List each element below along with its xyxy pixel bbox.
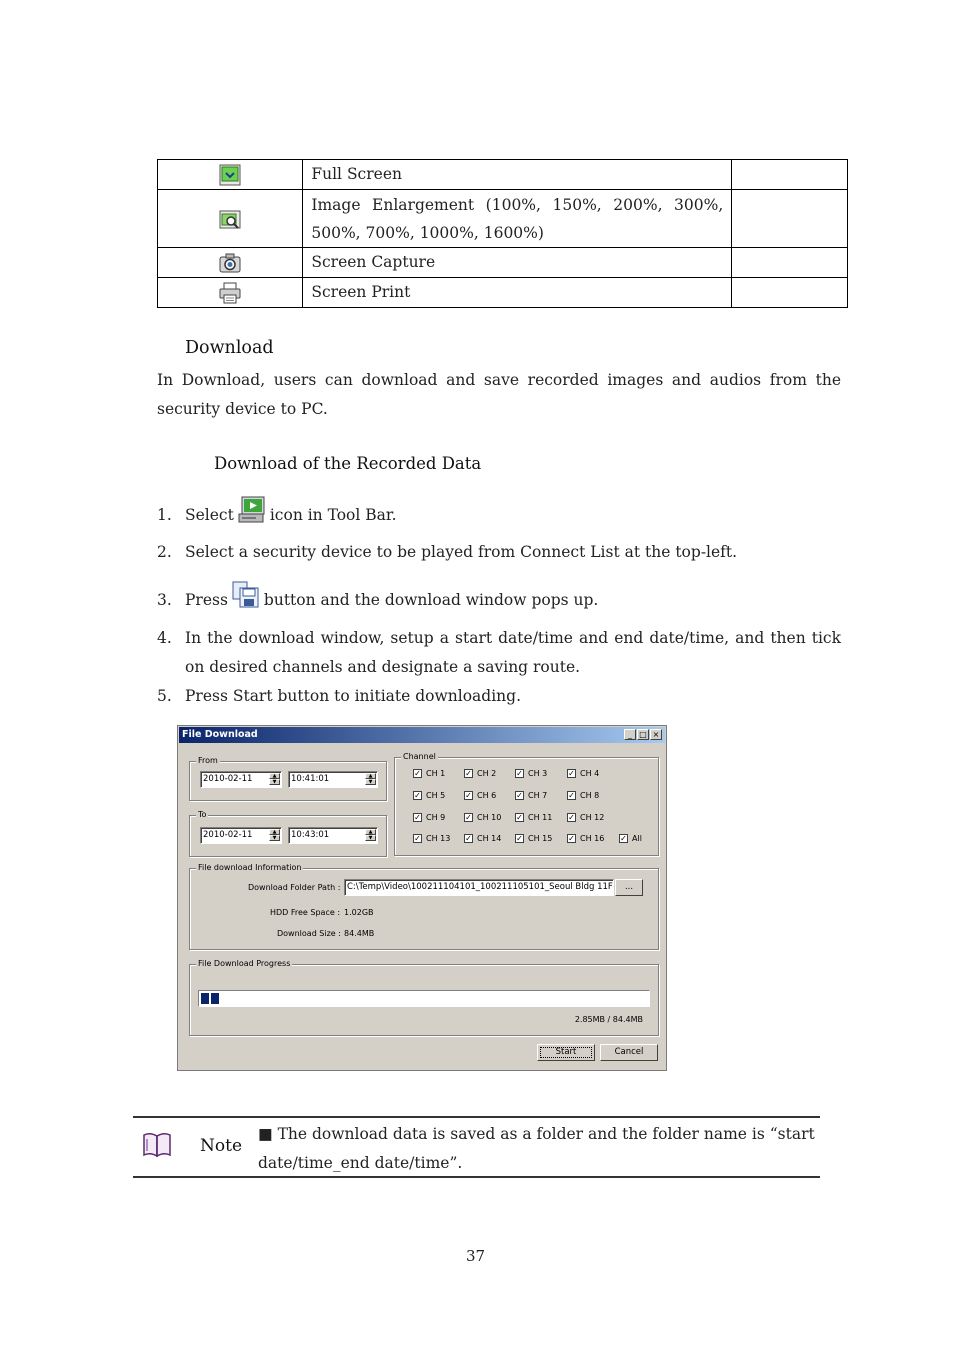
channel-checkbox[interactable]: ✓ CH 16 <box>568 834 605 843</box>
table-row <box>158 190 848 248</box>
divider <box>133 1116 820 1118</box>
dialog-titlebar <box>179 727 665 743</box>
camera-icon <box>219 252 241 274</box>
channel-group: Channel ✓ CH 1 ✓ CH 2 ✓ CH 3 ✓ CH 4 ✓ CH 5 ✓ CH 6 ✓ CH 7 ✓ CH 8 ✓ CH 9 ✓ CH 10 ✓ CH 11 ✓ CH 12 ✓ CH 13 ✓ CH 14 ✓ CH 15 ✓ CH 16 ✓ All <box>394 757 659 856</box>
table-cell: Image Enlargement (100%, 150%, 200%, 300%, 500%, 700%, 1000%, 1600%) <box>303 190 732 248</box>
channel-checkbox[interactable]: ✓ CH 12 <box>568 813 605 822</box>
spin-icon[interactable]: ▲ ▼ <box>365 773 376 786</box>
channel-checkbox[interactable]: ✓ CH 10 <box>465 813 502 822</box>
browse-button[interactable]: ... <box>615 879 643 896</box>
progress-group: File Download Progress 2.85MB / 84.4MB <box>189 964 659 1036</box>
channel-checkbox[interactable]: ✓ CH 2 <box>465 769 497 778</box>
file-download-dialog <box>177 725 667 1071</box>
from-group: From 2010-02-11 ▲ ▼ 10:41:01 ▲ ▼ <box>189 761 387 801</box>
table-row <box>158 160 848 190</box>
list-item: 5. Press Start button to initiate downloading. <box>157 687 521 705</box>
download-size-value: 84.4MB <box>344 929 375 938</box>
section-title: Download <box>185 338 274 358</box>
channel-checkbox[interactable]: ✓ CH 7 <box>516 791 548 800</box>
channel-checkbox[interactable]: ✓ CH 3 <box>516 769 548 778</box>
list-item: 4. In the download window, setup a start date/time and end date/time, and then tick on desired channels and designate a saving route. <box>157 629 841 676</box>
spin-icon[interactable]: ▲ ▼ <box>365 829 376 842</box>
toolbar-icons-table <box>157 159 848 308</box>
folder-path-label: Download Folder Path : <box>248 883 341 892</box>
download-toolbar-icon <box>238 496 266 524</box>
from-date-field[interactable]: 2010-02-11 ▲ ▼ <box>200 771 282 788</box>
to-time-field[interactable]: 10:43:01 ▲ ▼ <box>288 827 378 844</box>
dialog-title: File Download <box>182 729 258 740</box>
channel-checkbox[interactable]: ✓ CH 8 <box>568 791 600 800</box>
progress-bar <box>198 990 650 1007</box>
channel-checkbox[interactable]: ✓ CH 5 <box>414 791 446 800</box>
channel-checkbox[interactable]: ✓ CH 15 <box>516 834 553 843</box>
channel-checkbox[interactable]: ✓ CH 6 <box>465 791 497 800</box>
divider <box>133 1176 820 1178</box>
list-item: 3. Press button and the download window pops up. <box>157 586 841 616</box>
cancel-button[interactable]: Cancel <box>600 1044 658 1061</box>
start-button[interactable]: Start <box>537 1044 595 1061</box>
download-button-icon <box>232 581 260 609</box>
channel-checkbox[interactable]: ✓ CH 11 <box>516 813 553 822</box>
folder-path-field[interactable]: C:\Temp\Video\100211104101_100211105101_Seoul Bldg 11F <box>344 879 614 896</box>
channel-checkbox[interactable]: ✓ CH 1 <box>414 769 446 778</box>
table-cell: Screen Print <box>303 278 732 308</box>
table-cell: Screen Capture <box>303 248 732 278</box>
channel-all-checkbox[interactable]: ✓ All <box>620 834 642 843</box>
table-row <box>158 248 848 278</box>
download-size-label: Download Size : <box>277 929 341 938</box>
to-date-field[interactable]: 2010-02-11 ▲ ▼ <box>200 827 282 844</box>
channel-checkbox[interactable]: ✓ CH 4 <box>568 769 600 778</box>
minimize-icon[interactable]: _ <box>624 729 636 740</box>
spin-icon[interactable]: ▲ ▼ <box>269 829 280 842</box>
file-info-group: File download Information Download Folder Path : C:\Temp\Video\100211104101_100211105101_Seoul Bldg 11F ... HDD Free Space : 1.02GB Download Size : 84.4MB <box>189 868 659 950</box>
list-item: 1. Select icon in Tool Bar. <box>157 501 841 531</box>
hdd-label: HDD Free Space : <box>270 908 341 917</box>
list-item: 2. Select a security device to be played from Connect List at the top-left. <box>157 543 738 561</box>
note-text: ■ The download data is saved as a folder and the folder name is “start date/time_end date/time”. <box>258 1125 815 1172</box>
channel-checkbox[interactable]: ✓ CH 14 <box>465 834 502 843</box>
to-group: To 2010-02-11 ▲ ▼ 10:43:01 ▲ ▼ <box>189 815 387 857</box>
image-enlargement-icon <box>219 208 241 230</box>
book-icon <box>142 1131 172 1159</box>
channel-checkbox[interactable]: ✓ CH 13 <box>414 834 451 843</box>
close-icon[interactable]: × <box>650 729 662 740</box>
progress-text: 2.85MB / 84.4MB <box>574 1015 643 1024</box>
section-intro: In Download, users can download and save recorded images and audios from the security device to PC. <box>157 371 841 418</box>
spin-icon[interactable]: ▲ ▼ <box>269 773 280 786</box>
note-bullet: ■ <box>258 1125 273 1143</box>
table-cell: Full Screen <box>303 160 732 190</box>
maximize-icon[interactable]: □ <box>637 729 649 740</box>
progress-fill <box>201 993 222 1004</box>
printer-icon <box>219 282 241 304</box>
from-time-field[interactable]: 10:41:01 ▲ ▼ <box>288 771 378 788</box>
hdd-value: 1.02GB <box>344 908 374 917</box>
full-screen-icon <box>219 164 241 186</box>
section-subtitle: Download of the Recorded Data <box>214 454 482 473</box>
table-row <box>158 278 848 308</box>
page-number: 37 <box>466 1247 486 1265</box>
note-label: Note <box>200 1136 243 1156</box>
channel-checkbox[interactable]: ✓ CH 9 <box>414 813 446 822</box>
